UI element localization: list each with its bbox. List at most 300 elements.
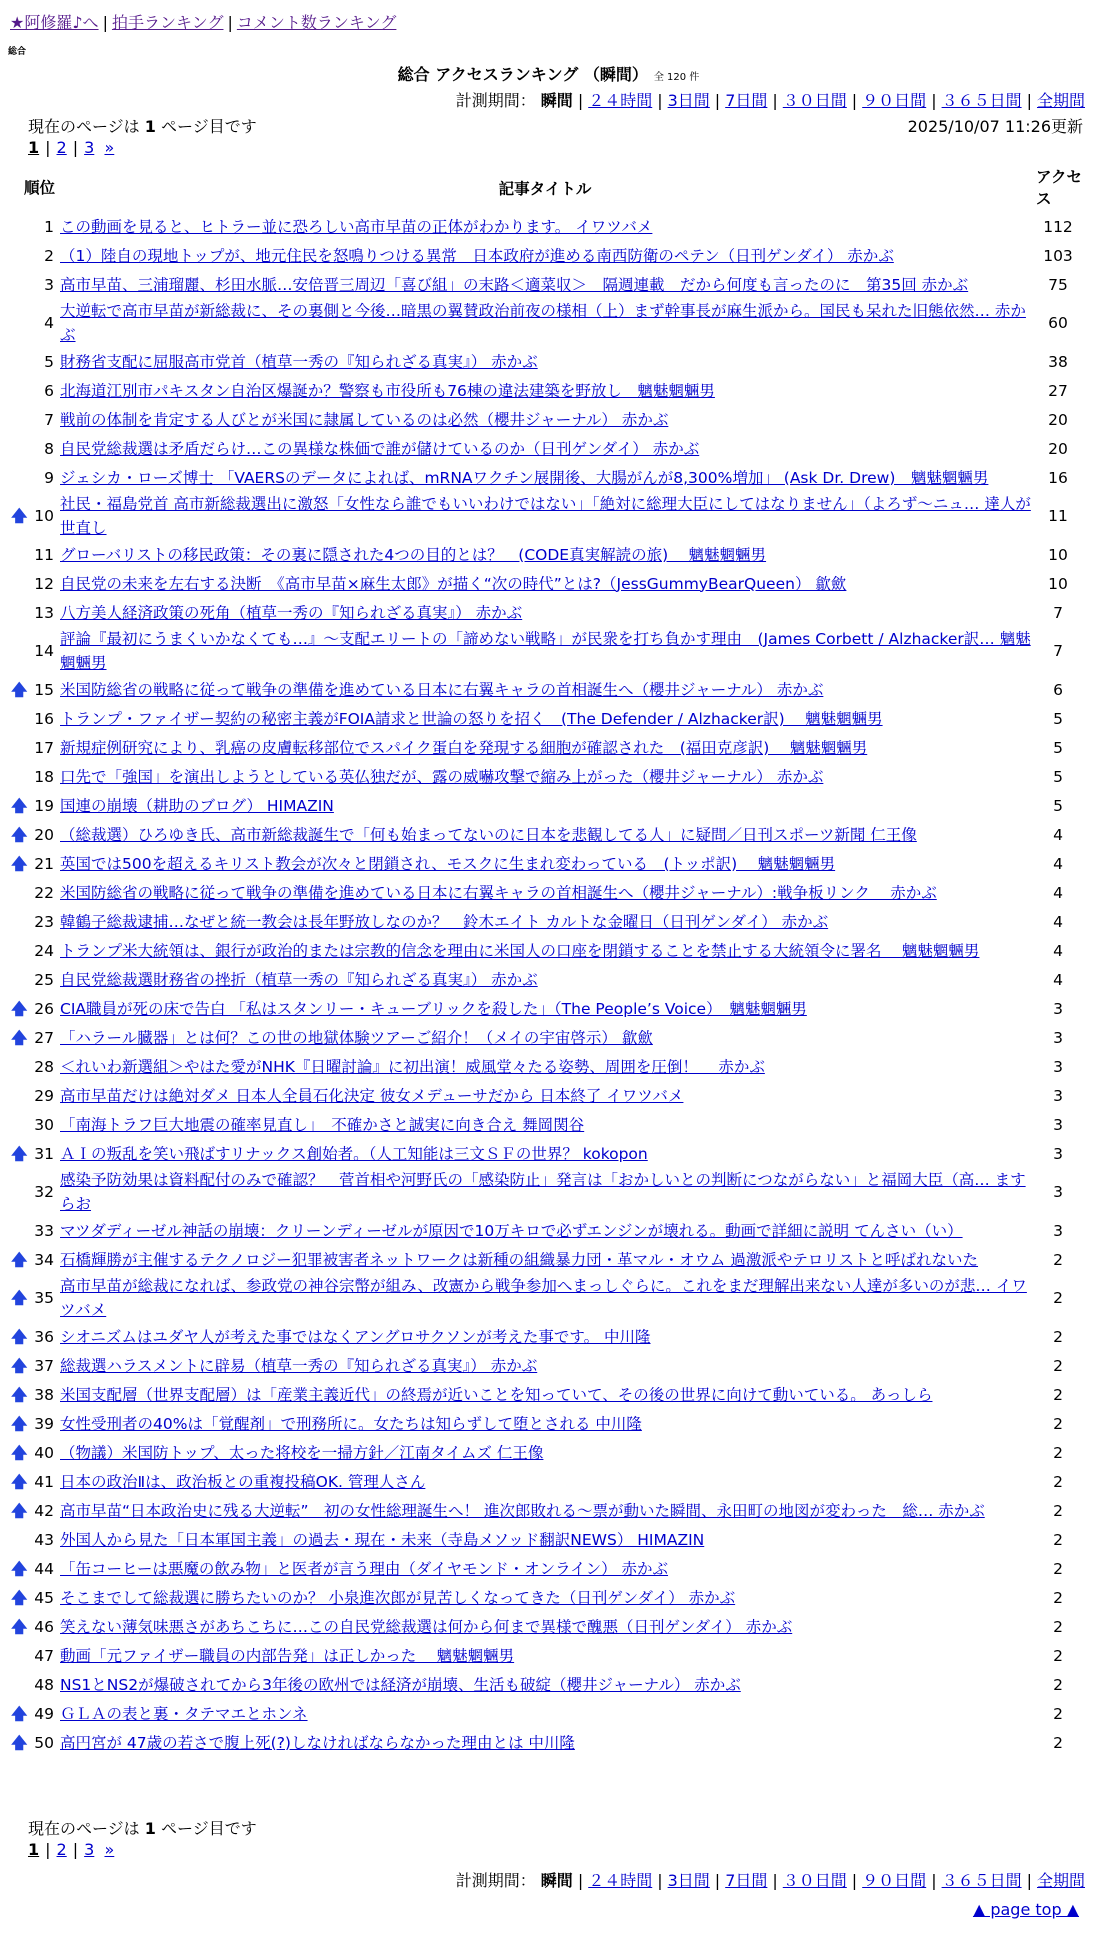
table-row [18,762,1084,791]
table-row [18,1139,1084,1168]
rank-number: 35 [34,1289,54,1307]
rank-number: 19 [34,796,54,815]
table-row [18,1496,1084,1525]
rank-number: 27 [34,1028,54,1047]
title-cell [58,627,1032,675]
rank-cell [11,1583,58,1612]
access-count: 5 [1053,738,1063,757]
pager-separator: | [45,138,51,157]
rank-number: 5 [44,352,54,371]
table-row [18,704,1084,733]
rank-cell [18,733,58,762]
rank-cell [18,965,58,994]
period-link[interactable]: ９０日間 [862,91,927,110]
pager-page-link[interactable]: 2 [56,1840,67,1859]
article-link[interactable]: 動画「元ファイザー職員の内部告発」は正しかった 魑魅魍魎男 [60,1646,515,1665]
pager-next-link[interactable]: » [104,1840,115,1859]
pager-current-page: 1 [28,138,40,157]
table-row [18,849,1084,878]
article-link[interactable]: 口先で「強国」を演出しようとしている英仏独だが、露の威嚇攻撃で縮み上がった（櫻井ジャーナル） 赤かぶ [60,767,824,786]
access-count: 60 [1048,314,1068,332]
period-link[interactable]: 7日間 [725,91,768,110]
title-cell [58,1216,1032,1245]
rank-up-icon: 🡅 [11,1616,28,1636]
rank-cell [18,1168,58,1216]
table-row [18,1216,1084,1245]
table-row [18,1351,1084,1380]
article-link[interactable]: 大逆転で高市早苗が新総裁に、その裏側と今後…暗黒の翼賛政治前夜の様相（上）まず幹事長が麻生派から。国民も呆れた旧態依然… 赤かぶ [60,302,1026,344]
article-link[interactable]: 「ハラール臓器」とは何？この世の地獄体験ツアーご紹介！（メイの宇宙啓示） 歙歛 [60,1028,653,1047]
article-link[interactable]: 英国では500を超えるキリスト教会が次々と閉鎖され、モスクに生まれ変わっている (トッポ訳) 魑魅魍魎男 [60,854,836,873]
access-count: 75 [1048,275,1068,294]
rank-up-icon: 🡅 [11,1413,28,1433]
access-count: 2 [1053,1501,1063,1520]
article-link[interactable]: ＜れいわ新選組＞やはた愛がNHK『日曜討論』に初出演！威風堂々たる姿勢、周囲を圧倒！ 赤かぶ [60,1057,765,1076]
table-row [18,907,1084,936]
title-cell [58,492,1032,540]
rank-number: 26 [34,999,54,1018]
article-link[interactable]: 評論『最初にうまくいかなくても…』〜支配エリートの「諦めない戦略」が民衆を打ち負かす理由 (James Corbett / Alzhacker訳… 魑魅魍魎男 [60,630,1031,672]
title-cell [58,1438,1032,1467]
rank-header: 順位 [24,179,56,197]
current-page-text-bottom: 現在のページは 1 ページ目です [28,1819,257,1838]
article-link[interactable]: マツダディーゼル神話の崩壊：クリーンディーゼルが原因で10万キロで必ずエンジンが壊れる。動画で詳細に説明 てんさい（い） [60,1221,963,1240]
table-row [18,1438,1084,1467]
table-row [18,1554,1084,1583]
rank-number: 48 [34,1675,54,1694]
article-link[interactable]: トランプ米大統領は、銀行が政治的または宗教的信念を理由に米国人の口座を閉鎖することを禁止する大統領令に署名 魑魅魍魎男 [60,941,980,960]
nav-link[interactable]: 拍手ランキング [111,13,224,32]
rank-cell [11,1467,58,1496]
article-link[interactable]: ＡＩの叛乱を笑い飛ばすリナックス創始者。（人工知能は三文ＳＦの世界？ kokopon [60,1144,648,1163]
rank-number: 21 [34,854,54,873]
table-row [18,1245,1084,1274]
rank-cell [18,598,58,627]
article-link[interactable]: グローバリストの移民政策：その裏に隠された4つの目的とは？ (CODE真実解読の旅) 魑魅魍魎男 [60,545,767,564]
table-row [18,1052,1084,1081]
article-link[interactable]: 社民・福島党首 高市新総裁選出に激怒「女性なら誰でもいいわけではない」「絶対に総理大臣にしてはなりません」（よろず〜ニュ… 達人が世直し [60,495,1031,537]
period-link[interactable]: ２４時間 [588,1871,653,1890]
article-link[interactable]: CIA職員が死の床で告白 「私はスタンリー・キューブリックを殺した」（The People’s Voice） 魑魅魍魎男 [60,999,807,1018]
rank-up-icon: 🡅 [11,1500,28,1520]
rank-number: 30 [34,1115,54,1134]
rank-cell [11,1554,58,1583]
rank-number: 17 [34,738,54,757]
updated-timestamp: 2025/10/07 11:26更新 [907,117,1083,136]
pager-separator: | [72,138,79,157]
rank-number: 23 [34,912,54,931]
title-cell [58,878,1032,907]
rank-up-icon: 🡅 [11,1143,28,1163]
rank-number: 41 [34,1472,54,1491]
table-row [18,1110,1084,1139]
article-link[interactable]: 高市早苗“日本政治史に残る大逆転” 初の女性総理誕生へ！ 進次郎敗れる〜票が動いた瞬間、永田町の地図が変わった 総… 赤かぶ [60,1501,985,1520]
table-row [18,1168,1084,1216]
title-cell [58,704,1032,733]
table-row [18,1274,1084,1322]
rank-up-icon: 🡅 [11,1442,28,1462]
article-link[interactable]: 高円宮が 47歳の若さで腹上死(?)しなければならなかった理由とは 中川隆 [60,1733,575,1752]
access-count: 7 [1053,603,1063,622]
article-link[interactable]: 北海道江別市パキスタン自治区爆誕か？警察も市役所も76棟の違法建築を野放し 魑魅魍魎男 [60,381,715,400]
title-cell [58,1351,1032,1380]
rank-cell [18,1670,58,1699]
access-count: 2 [1053,1530,1063,1549]
pager-separator: | [45,1840,51,1859]
rank-up-icon: 🡅 [11,1288,28,1307]
table-row [18,965,1084,994]
title-cell [58,1409,1032,1438]
rank-cell [11,1728,58,1757]
rank-cell [11,1023,58,1052]
table-row [18,1525,1084,1554]
rank-cell [11,849,58,878]
period-link[interactable]: 3日間 [667,1871,710,1890]
total-count: 全 120 件 [653,72,700,83]
article-link[interactable]: そこまでして総裁選に勝ちたいのか？ 小泉進次郎が見苦しくなってきた（日刊ゲンダイ） 赤かぶ [60,1588,736,1607]
rank-number: 33 [34,1221,54,1240]
rank-number: 29 [34,1086,54,1105]
rank-cell [18,376,58,405]
rank-cell [11,1496,58,1525]
table-row [18,1081,1084,1110]
period-link[interactable]: ３０日間 [782,91,847,110]
table-row [18,733,1084,762]
title-cell [58,299,1032,347]
article-link[interactable]: NS1とNS2が爆破されてから3年後の欧州では経済が崩壊、生活も破綻（櫻井ジャーナル） 赤かぶ [60,1675,741,1694]
period-link[interactable]: ２４時間 [588,91,653,110]
rank-cell [11,1612,58,1641]
article-link[interactable]: 高市早苗、三浦瑠麗、杉田水脈…安倍晋三周辺「喜び組」の末路＜適菜収＞ 隔週連載 だから何度も言ったのに 第35回 赤かぶ [60,275,969,294]
rank-cell [11,1438,58,1467]
ranking-body [11,212,1084,1757]
rank-cell [18,1641,58,1670]
rank-cell [11,1322,58,1351]
rank-number: 45 [34,1588,54,1607]
table-row [18,492,1084,540]
table-row [18,299,1084,347]
rank-up-icon: 🡅 [11,1558,28,1578]
title-cell [58,1583,1032,1612]
rank-number: 22 [34,883,54,902]
title-cell [58,1525,1032,1554]
article-link[interactable]: （物議）米国防トップ、太った将校を一掃方針／江南タイムズ 仁王像 [60,1443,544,1462]
rank-up-icon: 🡅 [11,1027,28,1047]
title-cell [58,463,1032,492]
article-link[interactable]: 米国防総省の戦略に従って戦争の準備を進めている日本に右翼キャラの首相誕生へ（櫻井ジャーナル） 赤かぶ [60,680,824,699]
rank-up-icon: 🡅 [11,1326,28,1346]
access-count: 2 [1053,1443,1063,1462]
table-row [18,994,1084,1023]
article-link[interactable]: シオニズムはユダヤ人が考えた事ではなくアングロサクソンが考えた事です。 中川隆 [60,1327,651,1346]
rank-up-icon: 🡅 [11,506,28,525]
title-cell [58,791,1032,820]
table-row [18,434,1084,463]
rank-number: 6 [44,381,54,400]
period-link[interactable]: ９０日間 [862,1871,927,1890]
access-count: 3 [1053,1028,1063,1047]
title-cell [58,598,1032,627]
period-link[interactable]: ３０日間 [782,1871,847,1890]
rank-cell [18,270,58,299]
ranking-title [0,62,1097,85]
article-link[interactable]: （総裁選）ひろゆき氏、高市新総裁誕生で「何も始まってないのに日本を悲観してる人」に疑問／日刊スポーツ新聞 仁王像 [60,825,917,844]
access-count: 2 [1053,1588,1063,1607]
rank-cell [11,1139,58,1168]
rank-up-icon: 🡅 [11,1703,28,1723]
rank-up-icon: 🡅 [11,1384,28,1404]
access-count: 2 [1053,1327,1063,1346]
rank-number: 47 [34,1646,54,1665]
rank-cell [18,434,58,463]
title-cell [58,849,1032,878]
rank-cell [18,1216,58,1245]
period-link[interactable]: ３６５日間 [941,1871,1022,1890]
access-count: 3 [1053,1086,1063,1105]
rank-cell [18,704,58,733]
nav-separator: | [102,13,108,32]
period-separator: | [657,1871,663,1890]
pager-next-link[interactable]: » [104,138,115,157]
article-link[interactable]: 日本の政治Ⅱは、政治板との重複投稿OK. 管理人さん [60,1472,426,1491]
period-label: 計測期間： [455,91,541,110]
title-cell [58,1168,1032,1216]
table-row [18,1641,1084,1670]
article-link[interactable]: 戦前の体制を肯定する人びとが米国に隷属しているのは必然（櫻井ジャーナル） 赤かぶ [60,410,669,429]
article-link[interactable]: 石橋輝勝が主催するテクノロジー犯罪被害者ネットワークは新種の組織暴力団・革マル・オウム 過激派やテロリストと呼ばれないた [60,1250,979,1269]
table-row [18,212,1084,241]
title-cell [58,1139,1032,1168]
rank-number: 38 [34,1385,54,1404]
nav-separator: | [227,13,233,32]
rank-number: 2 [44,246,54,265]
table-row [18,1728,1084,1757]
rank-number: 18 [34,767,54,786]
table-row [18,405,1084,434]
article-link[interactable]: 国連の崩壊（耕助のブログ） HIMAZIN [60,796,334,815]
table-row [18,1322,1084,1351]
rank-number: 49 [34,1704,54,1723]
rank-number: 31 [34,1144,54,1163]
title-cell [58,675,1032,704]
rank-number: 9 [44,468,54,487]
access-count: 4 [1053,883,1063,902]
article-link[interactable]: この動画を見ると、ヒトラー並に恐ろしい高市早苗の正体がわかります。 イワツバメ [60,217,653,236]
period-separator: | [714,91,721,110]
rank-cell [18,299,58,347]
article-link[interactable]: 「缶コーヒーは悪魔の飲み物」と医者が言う理由（ダイヤモンド・オンライン） 赤かぶ [60,1559,669,1578]
period-separator: | [931,91,937,110]
rank-cell [11,1699,58,1728]
ranking-table [11,164,1084,1757]
rank-number: 24 [34,941,54,960]
article-link[interactable]: 「南海トラフ巨大地震の確率見直し」 不確かさと誠実に向き合え 舞岡関谷 [60,1115,585,1134]
rank-up-icon: 🡅 [11,795,28,815]
rank-number: 20 [34,825,54,844]
rank-number: 14 [34,642,54,660]
title-cell [58,1380,1032,1409]
title-cell [58,907,1032,936]
title-cell [58,1699,1032,1728]
nav-link[interactable]: ★阿修羅♪へ [10,13,99,32]
title-cell [58,1322,1032,1351]
rank-cell [11,791,58,820]
rank-cell [18,1052,58,1081]
pager-page-link[interactable]: 3 [84,1840,95,1859]
pager-separator: | [72,1840,79,1859]
rank-cell [18,936,58,965]
title-cell [58,212,1032,241]
article-link[interactable]: 韓鶴子総裁逮捕…なぜと統一教会は長年野放しなのか？ 鈴木エイト カルトな金曜日（日刊ゲンダイ） 赤かぶ [60,912,829,931]
period-separator: | [851,91,858,110]
page-top-link[interactable]: ▲ page top ▲ [972,1900,1079,1919]
table-row [18,241,1084,270]
article-link[interactable]: 自民党総裁選財務省の挫折（植草一秀の『知られざる真実』） 赤かぶ [60,970,538,989]
title-cell [58,1641,1032,1670]
rank-number: 50 [34,1733,54,1752]
period-link[interactable]: ３６５日間 [941,91,1022,110]
period-selector-bottom [456,1868,1085,1891]
title-cell [58,965,1032,994]
rank-number: 10 [34,507,54,525]
rank-cell [11,1351,58,1380]
access-count: 4 [1053,854,1063,873]
rank-cell [11,820,58,849]
title-cell [58,733,1032,762]
title-cell [58,1612,1032,1641]
title-cell [58,1670,1032,1699]
article-link[interactable]: 感染予防効果は資料配付のみで確認？ 菅首相や河野氏の「感染防止」発言は「おかしいとの判断につながらない」と福岡大臣（高… ますらお [60,1171,1026,1213]
title-cell [58,1110,1032,1139]
title-cell [58,1554,1032,1583]
access-count: 5 [1053,767,1063,786]
period-link[interactable]: 3日間 [667,91,710,110]
access-count: 5 [1053,796,1063,815]
access-count: 4 [1053,970,1063,989]
article-link[interactable]: 総裁選ハラスメントに辟易（植草一秀の『知られざる真実』） 赤かぶ [60,1356,538,1375]
article-link[interactable]: 女性受刑者の40%は「覚醒剤」で刑務所に。女たちは知らずして堕とされる 中川隆 [60,1414,642,1433]
table-row [18,1583,1084,1612]
rank-number: 36 [34,1327,54,1346]
access-count: 38 [1048,352,1068,371]
access-count: 5 [1053,709,1063,728]
rank-up-icon: 🡅 [11,824,28,844]
table-row [18,1409,1084,1438]
article-link[interactable]: 高市早苗が総裁になれば、参政党の神谷宗幣が組み、改憲から戦争参加へまっしぐらに。これをまだ理解出来ない人達が多いのが悲… イワツバメ [60,1277,1027,1319]
rank-number: 37 [34,1356,54,1375]
pager-page-link[interactable]: 3 [84,138,95,157]
article-link[interactable]: 米国支配層（世界支配層）は「産業主義近代」の終焉が近いことを知っていて、その後の世界に向けて動いている。 あっしら [60,1385,933,1404]
access-count: 20 [1048,410,1068,429]
rank-cell [18,212,58,241]
rank-up-icon: 🡅 [11,1587,28,1607]
access-count: 2 [1053,1385,1063,1404]
access-count: 2 [1053,1250,1063,1269]
title-cell [58,1467,1032,1496]
period-link[interactable]: 全期間 [1036,1871,1085,1890]
pager-bottom [28,1840,114,1859]
period-link[interactable]: 全期間 [1036,91,1085,110]
rank-cell [18,405,58,434]
access-count: 3 [1053,1144,1063,1163]
access-count: 4 [1053,825,1063,844]
pager-page-link[interactable]: 2 [56,138,67,157]
title-cell [58,1274,1032,1322]
period-link[interactable]: 7日間 [725,1871,768,1890]
article-link[interactable]: ジェシカ・ローズ博士 「VAERSのデータによれば、mRNAワクチン展開後、大腸がんが8,300%増加」 (Ask Dr. Drew) 魑魅魍魎男 [60,468,989,487]
nav-link[interactable]: コメント数ランキング [236,13,397,32]
access-count: 10 [1048,545,1068,564]
table-row [18,540,1084,569]
access-count: 6 [1053,680,1063,699]
access-count: 3 [1053,1183,1063,1201]
period-separator: | [577,91,584,110]
article-link[interactable]: （1）陸自の現地トップが、地元住民を怒鳴りつける異常 日本政府が進める南西防衛のペテン（日刊ゲンダイ） 赤かぶ [60,246,894,265]
article-link[interactable]: 八方美人経済政策の死角（植草一秀の『知られざる真実』） 赤かぶ [60,603,523,622]
rank-number: 44 [34,1559,54,1578]
period-separator: | [772,91,778,110]
table-header-row [18,164,1084,212]
title-cell [58,405,1032,434]
rank-number: 1 [44,217,54,236]
article-link[interactable]: 笑えない薄気味悪さがあちこちに…この自民党総裁選は何から何まで異様で醜悪（日刊ゲンダイ） 赤かぶ [60,1617,793,1636]
rank-cell [18,569,58,598]
rank-number: 28 [34,1057,54,1076]
page-title: 総合 アクセスランキング （瞬間） [397,65,648,84]
top-navigation [10,10,396,33]
access-count: 2 [1053,1675,1063,1694]
period-separator: | [931,1871,937,1890]
access-count: 2 [1053,1617,1063,1636]
article-link[interactable]: 自民党総裁選は矛盾だらけ…この異様な株価で誰が儲けているのか（日刊ゲンダイ） 赤かぶ [60,439,700,458]
table-row [18,1699,1084,1728]
rank-number: 15 [34,680,54,699]
period-current: 瞬間 [540,1871,573,1890]
rank-cell [18,627,58,675]
access-count: 2 [1053,1289,1063,1307]
rank-number: 16 [34,709,54,728]
rank-cell [18,907,58,936]
article-link[interactable]: ＧＬＡの表と裏・タテマエとホンネ [60,1704,308,1723]
rank-number: 8 [44,439,54,458]
period-separator: | [851,1871,858,1890]
rank-up-icon: 🡅 [11,679,28,699]
article-link[interactable]: 財務省支配に屈服高市党首（植草一秀の『知られざる真実』） 赤かぶ [60,352,538,371]
period-label: 計測期間： [455,1871,541,1890]
rank-cell [11,1274,58,1322]
article-link[interactable]: 自民党の未来を左右する決断 《高市早苗×麻生太郎》が描く“次の時代”とは?（JessGummyBearQueen） 歙歛 [60,574,847,593]
article-link[interactable]: 新規症例研究により、乳癌の皮膚転移部位でスパイク蛋白を発現する細胞が確認された (福田克彦訳) 魑魅魍魎男 [60,738,868,757]
article-link[interactable]: 米国防総省の戦略に従って戦争の準備を進めている日本に右翼キャラの首相誕生へ（櫻井ジャーナル）:戦争板リンク 赤かぶ [60,883,937,902]
table-row [18,1380,1084,1409]
access-count: 7 [1053,642,1063,660]
rank-cell [18,1081,58,1110]
article-link[interactable]: トランプ・ファイザー契約の秘密主義がFOIA請求と世論の怒りを招く (The Defender / Alzhacker訳) 魑魅魍魎男 [60,709,883,728]
article-link[interactable]: 高市早苗だけは絶対ダメ 日本人全員石化決定 彼女メデューサだから 日本終了 イワツバメ [60,1086,684,1105]
article-link[interactable]: 外国人から見た「日本軍国主義」の過去・現在・未来（寺島メソッド翻訳NEWS） HIMAZIN [60,1530,705,1549]
access-count: 4 [1053,912,1063,931]
period-selector-top [456,88,1085,111]
access-count: 20 [1048,439,1068,458]
table-row [18,1023,1084,1052]
current-page-text-top: 現在のページは 1 ページ目です [28,117,257,136]
rank-cell [18,762,58,791]
rank-cell [18,347,58,376]
access-count: 2 [1053,1472,1063,1491]
rank-cell [18,540,58,569]
title-cell [58,994,1032,1023]
title-cell [58,376,1032,405]
